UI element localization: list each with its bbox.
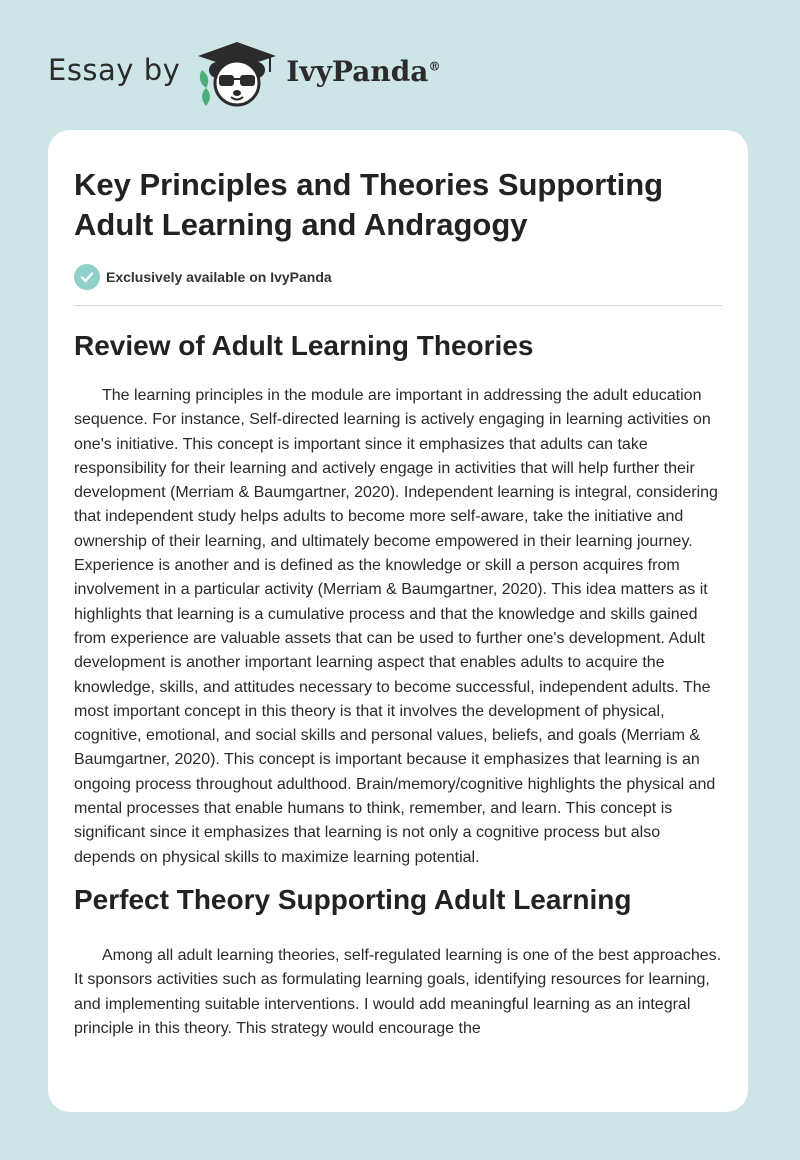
panda-logo-icon	[192, 36, 282, 108]
check-icon	[74, 264, 100, 290]
section-paragraph-review: The learning principles in the module are important in addressing the adult education sequence. For instance, Self-directed learning is actively engaging in learning activities on one's initiative. This concept is important since it emphasizes that adults can take responsibility for their learning and actively engage in activities that will help further their development (Merriam & Baumgartner, 2020). Independent learning is integral, considering that independent study helps adults to become more self-aware, take the initiative and ownership of their learning, and ultimately become empowered in their learning journey. Experience is another and is defined as the knowledge or skill a person acquires from involvement in a particular activity (Merriam & Baumgartner, 2020). This idea matters as it highlights that learning is a cumulative process and that the knowledge and skills gained from experience are valuable assets that can be used to further one's development. Adult development is another important learning aspect that enables adults to acquire the knowledge, skills, and attitudes necessary to become successful, independent adults. The most important concept in this theory is that it involves the development of physical, cognitive, emotional, and social skills and personal values, beliefs, and goals (Merriam & Baumgartner, 2020). This concept is important because it emphasizes that learning is an ongoing process throughout adulthood. Brain/memory/cognitive highlights the physical and mental processes that enable humans to think, remember, and learn. This concept is significant since it emphasizes that learning is not only a cognitive process but also depends on physical skills to maximize learning potential.	[74, 387, 718, 866]
brand-name-text: IvyPanda	[286, 54, 429, 88]
brand-name	[286, 55, 440, 88]
page-title: Key Principles and Theories Supporting Adult Learning and Andragogy	[74, 167, 664, 242]
badge-text: Exclusively available on IvyPanda	[106, 269, 332, 285]
brand-prefix: Essay by	[48, 53, 181, 87]
trademark-symbol: ®	[428, 59, 441, 74]
section-paragraph-perfect-theory: Among all adult learning theories, self-regulated learning is one of the best approaches. It sponsors activities such as formulating learning goals, identifying resources for learning, and implementing suitable interventions. I would add meaningful learning as an integral principle in this theory. This strategy would encourage the	[74, 946, 722, 1037]
section-heading-perfect-theory: Perfect Theory Supporting Adult Learning	[74, 883, 632, 915]
brand-header[interactable]	[48, 36, 440, 108]
exclusive-badge	[74, 263, 722, 291]
divider	[74, 305, 722, 306]
section-heading-review: Review of Adult Learning Theories	[74, 330, 534, 361]
essay-card	[48, 130, 748, 1112]
